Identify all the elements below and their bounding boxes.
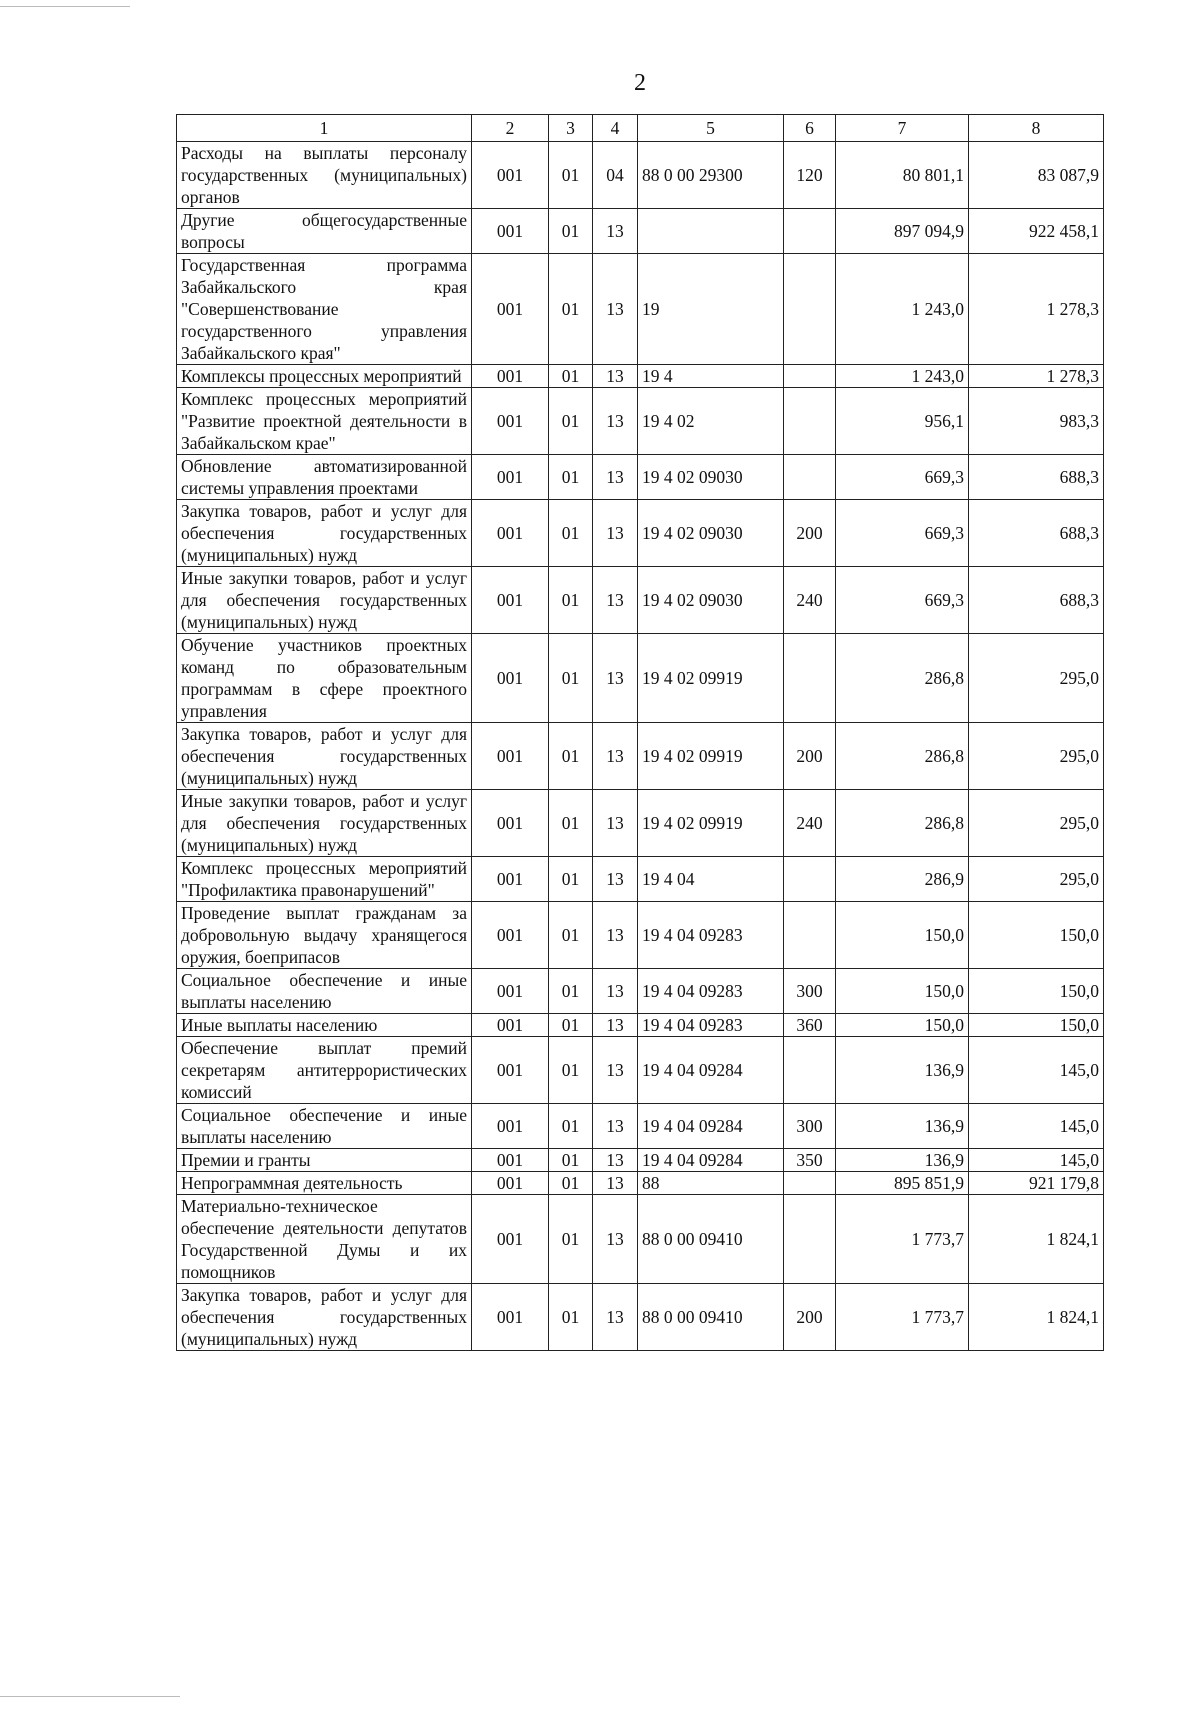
row-name-cell: Премии и гранты	[177, 1149, 472, 1172]
table-row	[177, 365, 1104, 388]
table-row	[177, 1104, 1104, 1149]
amount-year2-cell: 921 179,8	[969, 1172, 1104, 1195]
row-name-cell: Закупка товаров, работ и услуг для обеспечения государственных (муниципальных) нужд	[177, 500, 472, 567]
section-code-cell: 01	[549, 902, 593, 969]
expense-type-cell	[784, 365, 836, 388]
subsection-code-cell: 13	[593, 857, 638, 902]
expense-type-cell: 360	[784, 1014, 836, 1037]
column-header: 5	[638, 115, 784, 142]
expense-type-cell	[784, 209, 836, 254]
row-name-cell: Обновление автоматизированной системы управления проектами	[177, 455, 472, 500]
table-row	[177, 902, 1104, 969]
subsection-code-cell: 13	[593, 969, 638, 1014]
table-row	[177, 209, 1104, 254]
amount-year2-cell: 295,0	[969, 634, 1104, 723]
section-code-cell: 01	[549, 1195, 593, 1284]
amount-year2-cell: 145,0	[969, 1149, 1104, 1172]
amount-year1-cell: 136,9	[836, 1149, 969, 1172]
table-row	[177, 1149, 1104, 1172]
amount-year2-cell: 983,3	[969, 388, 1104, 455]
ministry-code-cell: 001	[472, 1149, 549, 1172]
ministry-code-cell: 001	[472, 634, 549, 723]
expense-type-cell: 300	[784, 969, 836, 1014]
row-name-cell: Другие общегосударственные вопросы	[177, 209, 472, 254]
expense-type-cell: 350	[784, 1149, 836, 1172]
amount-year2-cell: 688,3	[969, 567, 1104, 634]
subsection-code-cell: 13	[593, 1172, 638, 1195]
amount-year1-cell: 286,8	[836, 634, 969, 723]
subsection-code-cell: 13	[593, 1149, 638, 1172]
amount-year1-cell: 150,0	[836, 1014, 969, 1037]
ministry-code-cell: 001	[472, 567, 549, 634]
amount-year1-cell: 286,8	[836, 790, 969, 857]
table-body	[177, 115, 1104, 1351]
subsection-code-cell: 13	[593, 209, 638, 254]
amount-year2-cell: 83 087,9	[969, 142, 1104, 209]
section-code-cell: 01	[549, 209, 593, 254]
table-row	[177, 567, 1104, 634]
section-code-cell: 01	[549, 365, 593, 388]
amount-year1-cell: 1 243,0	[836, 254, 969, 365]
expense-type-cell	[784, 902, 836, 969]
target-article-cell: 19 4 04 09284	[638, 1104, 784, 1149]
expense-type-cell: 200	[784, 723, 836, 790]
expense-type-cell: 200	[784, 1284, 836, 1351]
section-code-cell: 01	[549, 1014, 593, 1037]
amount-year1-cell: 150,0	[836, 902, 969, 969]
amount-year1-cell: 136,9	[836, 1104, 969, 1149]
column-header: 6	[784, 115, 836, 142]
table-row	[177, 857, 1104, 902]
expense-type-cell: 300	[784, 1104, 836, 1149]
section-code-cell: 01	[549, 1149, 593, 1172]
subsection-code-cell: 04	[593, 142, 638, 209]
amount-year2-cell: 1 824,1	[969, 1284, 1104, 1351]
row-name-cell: Расходы на выплаты персоналу государственных (муниципальных) органов	[177, 142, 472, 209]
target-article-cell: 19 4 02 09030	[638, 500, 784, 567]
subsection-code-cell: 13	[593, 1284, 638, 1351]
section-code-cell: 01	[549, 142, 593, 209]
expense-type-cell	[784, 857, 836, 902]
ministry-code-cell: 001	[472, 1172, 549, 1195]
target-article-cell: 19 4 02 09030	[638, 455, 784, 500]
subsection-code-cell: 13	[593, 455, 638, 500]
amount-year2-cell: 295,0	[969, 857, 1104, 902]
ministry-code-cell: 001	[472, 1195, 549, 1284]
subsection-code-cell: 13	[593, 1195, 638, 1284]
row-name-cell: Комплексы процессных мероприятий	[177, 365, 472, 388]
row-name-cell: Обеспечение выплат премий секретарям антитеррористических комиссий	[177, 1037, 472, 1104]
ministry-code-cell: 001	[472, 455, 549, 500]
target-article-cell: 19 4 02 09919	[638, 790, 784, 857]
section-code-cell: 01	[549, 567, 593, 634]
table-row	[177, 388, 1104, 455]
scan-artifact-line	[0, 6, 130, 7]
row-name-cell: Закупка товаров, работ и услуг для обеспечения государственных (муниципальных) нужд	[177, 723, 472, 790]
amount-year1-cell: 136,9	[836, 1037, 969, 1104]
target-article-cell: 88 0 00 29300	[638, 142, 784, 209]
row-name-cell: Иные закупки товаров, работ и услуг для обеспечения государственных (муниципальных) нужд	[177, 790, 472, 857]
section-code-cell: 01	[549, 969, 593, 1014]
target-article-cell: 19 4 04 09284	[638, 1037, 784, 1104]
subsection-code-cell: 13	[593, 1014, 638, 1037]
column-header: 2	[472, 115, 549, 142]
column-header: 4	[593, 115, 638, 142]
section-code-cell: 01	[549, 1172, 593, 1195]
target-article-cell: 19 4 04 09283	[638, 902, 784, 969]
target-article-cell: 19 4 04 09283	[638, 1014, 784, 1037]
expense-type-cell	[784, 1172, 836, 1195]
subsection-code-cell: 13	[593, 1037, 638, 1104]
expense-type-cell	[784, 1037, 836, 1104]
amount-year1-cell: 897 094,9	[836, 209, 969, 254]
table-row	[177, 1284, 1104, 1351]
section-code-cell: 01	[549, 1037, 593, 1104]
section-code-cell: 01	[549, 1284, 593, 1351]
amount-year1-cell: 286,9	[836, 857, 969, 902]
ministry-code-cell: 001	[472, 388, 549, 455]
table-row	[177, 142, 1104, 209]
ministry-code-cell: 001	[472, 857, 549, 902]
section-code-cell: 01	[549, 455, 593, 500]
ministry-code-cell: 001	[472, 1284, 549, 1351]
amount-year1-cell: 150,0	[836, 969, 969, 1014]
amount-year2-cell: 688,3	[969, 500, 1104, 567]
target-article-cell: 19 4 02 09919	[638, 634, 784, 723]
section-code-cell: 01	[549, 1104, 593, 1149]
target-article-cell: 19 4 04	[638, 857, 784, 902]
subsection-code-cell: 13	[593, 790, 638, 857]
row-name-cell: Социальное обеспечение и иные выплаты населению	[177, 1104, 472, 1149]
subsection-code-cell: 13	[593, 500, 638, 567]
section-code-cell: 01	[549, 388, 593, 455]
subsection-code-cell: 13	[593, 365, 638, 388]
table-row	[177, 1195, 1104, 1284]
subsection-code-cell: 13	[593, 1104, 638, 1149]
amount-year2-cell: 295,0	[969, 723, 1104, 790]
expense-type-cell	[784, 1195, 836, 1284]
ministry-code-cell: 001	[472, 142, 549, 209]
subsection-code-cell: 13	[593, 723, 638, 790]
amount-year1-cell: 956,1	[836, 388, 969, 455]
amount-year2-cell: 150,0	[969, 902, 1104, 969]
row-name-cell: Государственная программа Забайкальского края "Совершенствование государственного управления Забайкальского края"	[177, 254, 472, 365]
amount-year1-cell: 669,3	[836, 455, 969, 500]
row-name-cell: Закупка товаров, работ и услуг для обеспечения государственных (муниципальных) нужд	[177, 1284, 472, 1351]
expense-type-cell	[784, 388, 836, 455]
target-article-cell: 19 4 02	[638, 388, 784, 455]
amount-year1-cell: 669,3	[836, 567, 969, 634]
table-row	[177, 455, 1104, 500]
table-row	[177, 969, 1104, 1014]
row-name-cell: Социальное обеспечение и иные выплаты населению	[177, 969, 472, 1014]
budget-table	[176, 114, 1104, 1351]
target-article-cell: 19 4 04 09284	[638, 1149, 784, 1172]
row-name-cell: Непрограммная деятельность	[177, 1172, 472, 1195]
ministry-code-cell: 001	[472, 969, 549, 1014]
section-code-cell: 01	[549, 254, 593, 365]
target-article-cell: 19 4 04 09283	[638, 969, 784, 1014]
subsection-code-cell: 13	[593, 388, 638, 455]
subsection-code-cell: 13	[593, 634, 638, 723]
subsection-code-cell: 13	[593, 567, 638, 634]
expense-type-cell: 240	[784, 790, 836, 857]
target-article-cell: 88 0 00 09410	[638, 1195, 784, 1284]
ministry-code-cell: 001	[472, 209, 549, 254]
target-article-cell	[638, 209, 784, 254]
ministry-code-cell: 001	[472, 723, 549, 790]
column-header: 3	[549, 115, 593, 142]
row-name-cell: Иные закупки товаров, работ и услуг для обеспечения государственных (муниципальных) нужд	[177, 567, 472, 634]
target-article-cell: 19 4 02 09030	[638, 567, 784, 634]
row-name-cell: Комплекс процессных мероприятий "Развитие проектной деятельности в Забайкальском крае"	[177, 388, 472, 455]
row-name-cell: Иные выплаты населению	[177, 1014, 472, 1037]
expense-type-cell	[784, 634, 836, 723]
subsection-code-cell: 13	[593, 902, 638, 969]
amount-year2-cell: 145,0	[969, 1104, 1104, 1149]
table-row	[177, 1037, 1104, 1104]
ministry-code-cell: 001	[472, 902, 549, 969]
expense-type-cell	[784, 455, 836, 500]
amount-year2-cell: 688,3	[969, 455, 1104, 500]
subsection-code-cell: 13	[593, 254, 638, 365]
expense-type-cell: 240	[784, 567, 836, 634]
scan-artifact-line	[0, 1696, 180, 1697]
ministry-code-cell: 001	[472, 1037, 549, 1104]
row-name-cell: Проведение выплат гражданам за добровольную выдачу хранящегося оружия, боеприпасов	[177, 902, 472, 969]
table-row	[177, 723, 1104, 790]
amount-year1-cell: 1 243,0	[836, 365, 969, 388]
table-row	[177, 790, 1104, 857]
section-code-cell: 01	[549, 634, 593, 723]
table-row	[177, 1014, 1104, 1037]
section-code-cell: 01	[549, 790, 593, 857]
amount-year2-cell: 1 824,1	[969, 1195, 1104, 1284]
amount-year1-cell: 1 773,7	[836, 1195, 969, 1284]
amount-year2-cell: 150,0	[969, 1014, 1104, 1037]
amount-year2-cell: 922 458,1	[969, 209, 1104, 254]
table-row	[177, 634, 1104, 723]
section-code-cell: 01	[549, 857, 593, 902]
ministry-code-cell: 001	[472, 365, 549, 388]
amount-year1-cell: 1 773,7	[836, 1284, 969, 1351]
amount-year2-cell: 1 278,3	[969, 254, 1104, 365]
section-code-cell: 01	[549, 723, 593, 790]
table-row	[177, 500, 1104, 567]
table-header-row	[177, 115, 1104, 142]
row-name-cell: Комплекс процессных мероприятий "Профилактика правонарушений"	[177, 857, 472, 902]
target-article-cell: 19	[638, 254, 784, 365]
amount-year2-cell: 295,0	[969, 790, 1104, 857]
ministry-code-cell: 001	[472, 1104, 549, 1149]
ministry-code-cell: 001	[472, 1014, 549, 1037]
amount-year2-cell: 1 278,3	[969, 365, 1104, 388]
row-name-cell: Обучение участников проектных команд по образовательным программам в сфере проектного управления	[177, 634, 472, 723]
amount-year2-cell: 145,0	[969, 1037, 1104, 1104]
row-name-cell: Материально-техническое обеспечение деятельности депутатов Государственной Думы и их помощников	[177, 1195, 472, 1284]
amount-year2-cell: 150,0	[969, 969, 1104, 1014]
expense-type-cell	[784, 254, 836, 365]
amount-year1-cell: 286,8	[836, 723, 969, 790]
amount-year1-cell: 80 801,1	[836, 142, 969, 209]
ministry-code-cell: 001	[472, 790, 549, 857]
expense-type-cell: 200	[784, 500, 836, 567]
table-row	[177, 1172, 1104, 1195]
target-article-cell: 19 4 02 09919	[638, 723, 784, 790]
column-header: 8	[969, 115, 1104, 142]
table-row	[177, 254, 1104, 365]
ministry-code-cell: 001	[472, 500, 549, 567]
column-header: 1	[177, 115, 472, 142]
target-article-cell: 88 0 00 09410	[638, 1284, 784, 1351]
target-article-cell: 88	[638, 1172, 784, 1195]
page-number: 2	[634, 70, 646, 96]
section-code-cell: 01	[549, 500, 593, 567]
amount-year1-cell: 669,3	[836, 500, 969, 567]
column-header: 7	[836, 115, 969, 142]
target-article-cell: 19 4	[638, 365, 784, 388]
expense-type-cell: 120	[784, 142, 836, 209]
ministry-code-cell: 001	[472, 254, 549, 365]
amount-year1-cell: 895 851,9	[836, 1172, 969, 1195]
